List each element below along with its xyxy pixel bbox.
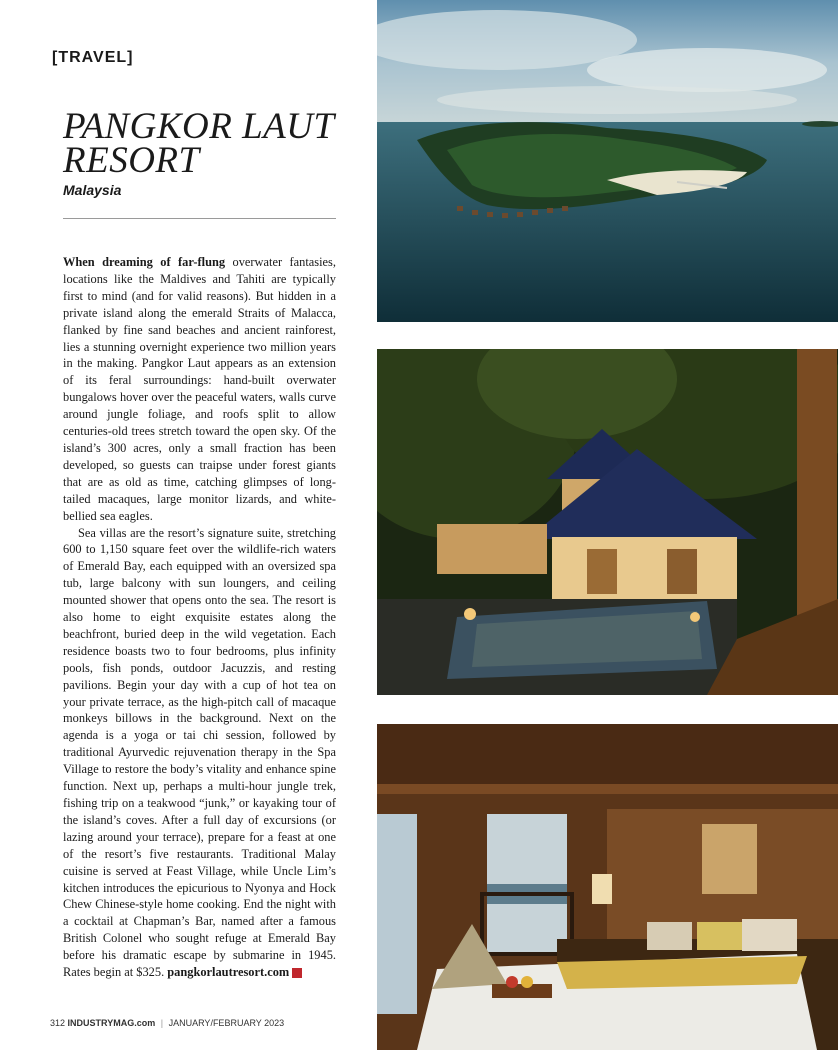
article-subtitle: Malaysia: [63, 182, 122, 198]
title-divider: [63, 218, 336, 219]
paragraph-1-text: overwater fantasies, locations like the Maldives and Tahiti are typically first to mind (and for valid reasons). But hidden in a private island along the emerald Straits of Malacca, flanked by fine sand beaches and ancient rainforest, lies a stunning overnight experience two million years in the making. Pangkor Laut appears as an extension of its feral surroundings: hand-built overwater bungalows hover over the peaceful waters, walls curve around jungle foliage, and roofs split to allow centuries-old trees stretch toward the open sky. Of the island’s 300 acres, only a small fraction has been developed, so guests can traipse under forest giants that are as old as time, catching glimpses of long-tailed macaques, large monitor lizards, and white-bellied sea eagles.: [63, 255, 336, 523]
article-title: [63, 106, 353, 181]
footer-site: INDUSTRYMAG.com: [67, 1018, 156, 1028]
paragraph-1: [63, 254, 336, 525]
page-number: 312: [50, 1018, 66, 1028]
end-mark-icon: I: [292, 968, 302, 978]
section-tag: [TRAVEL]: [52, 49, 134, 66]
resort-url-link[interactable]: pangkorlautresort.com: [167, 965, 290, 980]
aerial-island-photo: [377, 0, 838, 322]
paragraph-2-text: Sea villas are the resort’s signature suite, stretching 600 to 1,150 square feet over the wildlife-rich waters of Emerald Bay, each equipped with an oversized spa tub, large balcony with sun loungers, and ceiling mounted shower that opens onto the sea. The resort is also home to eight exquisite estates along the beachfront, buried deep in the wild vegetation. Each residence boasts two to four bedrooms, plus infinity pools, fish ponds, outdoor Jacuzzis, and resting pavilions. Begin your day with a cup of hot tea on your private terrace, as the high-pitch call of macaque monkeys billows in the background. Next on the agenda is a yoga or tai chi session, followed by traditional Ayurvedic rejuvenation therapy in the Spa Village to restore the body’s vitality and enhance spine function. Next up, perhaps a multi-hour jungle trek, fishing trip on a teakwood “junk,” or kayaking tour of the island’s coves. After a full day of excursions (or lazing around your terrace), prepare for a feast at one of the resort’s five restaurants. Traditional Malay cuisine is served at Feast Village, while Uncle Lim’s kitchen introduces the epicurious to Nyonya and Hock Chew Chinese-style home cooking. End the night with a cocktail at Chapman’s Bar, named after a famous British Colonel who sought refuge at Emerald Bay before his dramatic escape by submarine in 1945. Rates begin at $325.: [63, 525, 336, 980]
title-line-2: RESORT: [63, 140, 200, 181]
villa-pool-photo: [377, 349, 838, 695]
footer-issue: JANUARY/FEBRUARY 2023: [168, 1018, 285, 1028]
page-footer: [50, 1018, 284, 1028]
bedroom-photo: [377, 724, 838, 1050]
footer-separator: |: [160, 1018, 164, 1028]
title-line-1: PANGKOR LAUT: [63, 106, 335, 147]
paragraph-2: [63, 525, 336, 981]
article-body: [63, 254, 336, 981]
lead-in: When dreaming of far-flung: [63, 255, 226, 269]
